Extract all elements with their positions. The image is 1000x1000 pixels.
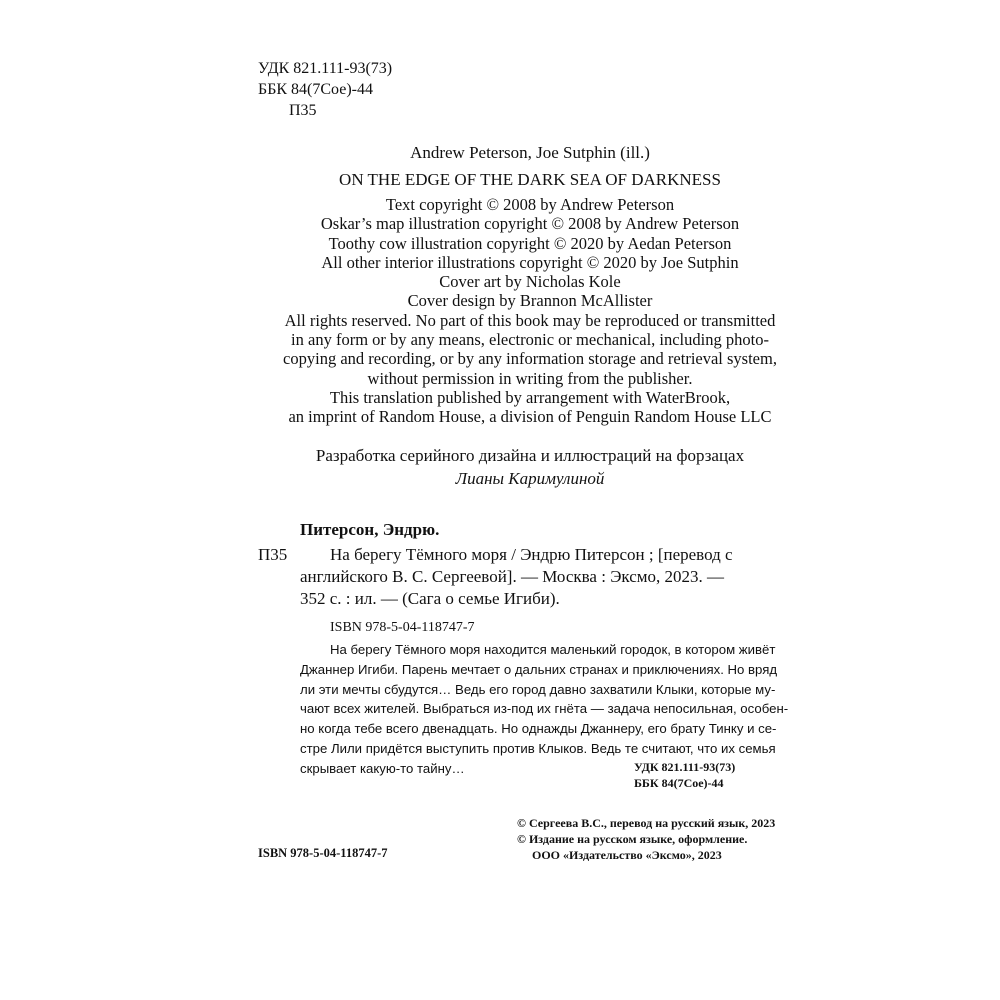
copyright-line: Cover design by Brannon McAllister (407, 291, 653, 311)
copyright-line: Oskar’s map illustration copyright © 2008 by Andrew Peterson (320, 214, 740, 234)
catalog-mark: П35 (258, 545, 288, 564)
footer-isbn: ISBN 978-5-04-118747-7 (258, 846, 388, 860)
annotation-line: но когда тебе всего двенадцать. Но однажды Джаннеру, его брату Тинку и се- (300, 721, 777, 737)
catalog-isbn: ISBN 978-5-04-118747-7 (330, 620, 475, 635)
catalog-line: 352 с. : ил. — (Сага о семье Игиби). (300, 589, 560, 608)
series-designer: Лианы Каримулиной (455, 469, 605, 488)
annotation-line: Джаннер Игиби. Парень мечтает о дальних странах и приключениях. Но вряд (300, 661, 778, 677)
series-design-line: Разработка серийного дизайна и иллюстраций на форзацах (315, 446, 745, 465)
copyright-block (130, 195, 930, 427)
udk-code: УДК 821.111-93(73) (258, 60, 393, 77)
annotation-line: На берегу Тёмного моря находится маленький городок, в котором живёт (330, 642, 776, 657)
annotation (300, 640, 788, 779)
annotation-udk: УДК 821.111-93(73) (634, 760, 736, 774)
copyright-line: All rights reserved. No part of this book may be reproduced or transmitted (284, 310, 776, 330)
catalog-line: На берегу Тёмного моря / Эндрю Питерсон ; [перевод с (330, 545, 733, 564)
footer-copyright-line: © Издание на русском языке, оформление. (517, 832, 748, 846)
copyright-line: Cover art by Nicholas Kole (439, 272, 621, 292)
catalog-heading: Питерсон, Эндрю. (300, 520, 440, 539)
copyright-line: This translation published by arrangement with WaterBrook, (329, 387, 731, 407)
copyright-line: Toothy cow illustration copyright © 2020 by Aedan Peterson (328, 233, 732, 253)
catalog-line: английского В. С. Сергеевой]. — Москва : Эксмо, 2023. — (300, 567, 725, 586)
copyright-line: without permission in writing from the publisher. (367, 368, 693, 388)
copyright-line: copying and recording, or by any information storage and retrieval system, (283, 349, 777, 369)
annotation-line: ли эти мечты сбудутся… Ведь его город давно захватили Клыки, которые му- (300, 681, 776, 697)
copyright-line: an imprint of Random House, a division of Penguin Random House LLC (288, 407, 772, 427)
bbk-code: ББК 84(7Сое)-44 (258, 81, 373, 98)
copyright-line: in any form or by any means, electronic or mechanical, including photo- (291, 330, 769, 350)
annotation-bbk: ББК 84(7Сое)-44 (634, 776, 724, 790)
annotation-line: скрывает какую-то тайну… (300, 760, 465, 776)
annotation-line: стре Лили придётся выступить против Клыков. Ведь те считают, что их семья (300, 740, 776, 756)
original-authors: Andrew Peterson, Joe Sutphin (ill.) (410, 143, 650, 162)
original-title: ON THE EDGE OF THE DARK SEA OF DARKNESS (339, 170, 721, 189)
author-mark: П35 (289, 102, 317, 119)
copyright-line: Text copyright © 2008 by Andrew Peterson (385, 195, 675, 214)
annotation-line: чают всех жителей. Выбраться из-под их гнёта — задача непосильная, особен- (300, 701, 789, 717)
footer-copyright-line: © Сергеева В.С., перевод на русский язык, 2023 (517, 816, 776, 830)
copyright-line: All other interior illustrations copyright © 2020 by Joe Sutphin (321, 252, 739, 272)
footer-copyright-line: ООО «Издательство «Эксмо», 2023 (532, 848, 722, 862)
